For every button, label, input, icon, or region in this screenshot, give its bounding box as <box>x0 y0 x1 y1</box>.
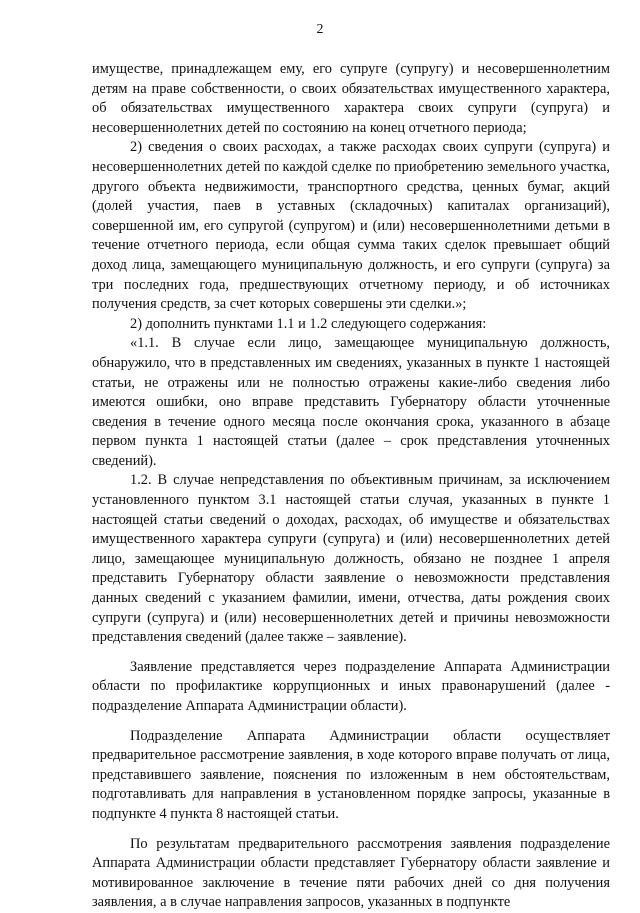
page-number: 2 <box>316 22 324 37</box>
paragraph-clause-1-1: «1.1. В случае если лицо, замещающее муниципальную должность, обнаружило, что в представленных им сведениях, указанных в пункте 1 настоящей статьи, не отражены или не полностью отражены какие-либо сведения либо имеются ошибки, оно вправе представить Губернатору области уточненные сведения в течение одного месяца после окончания срока, указанного в абзаце первом пункта 1 настоящей статьи (далее – срок представления уточненных сведений). <box>92 335 610 469</box>
paragraph-application-submission: Заявление представляется через подразделение Аппарата Администрации области по профилактике коррупционных и иных правонарушений (далее - подразделение Аппарата Администрации области). <box>92 658 610 714</box>
paragraph-preliminary-review: Подразделение Аппарата Администрации области осуществляет предварительное рассмотрение заявления, в ходе которого вправе получать от лица, представившего заявление, пояснения по изложенным в нем обстоятельствам, подготавливать для направления в установленном порядке запросы, указанные в подпункте 4 пункта 8 настоящей статьи. <box>92 727 610 822</box>
paragraph-review-results: По результатам предварительного рассмотрения заявления подразделение Аппарата Администрации области представляет Губернатору области заявление и мотивированное заключение в течение пяти рабочих дней со дня получения заявления, а в случае направления запросов, указанных в подпункте <box>92 835 610 911</box>
paragraph-continuation: имуществе, принадлежащем ему, его супруге (супругу) и несовершеннолетним детям на праве собственности, о своих обязательствах имущественного характера, об обязательствах имущественного характера своих супруги (супруга) и несовершеннолетних детей по состоянию на конец отчетного периода; <box>92 61 610 136</box>
document-body <box>92 60 610 913</box>
paragraph-amendment-2: 2) дополнить пунктами 1.1 и 1.2 следующего содержания: <box>130 315 487 332</box>
paragraph-item-2-expenses: 2) сведения о своих расходах, а также расходах своих супруги (супруга) и несовершеннолетних детей по каждой сделке по приобретению земельного участка, другого объекта недвижимости, транспортного средства, ценных бумаг, акций (долей участия, паев в уставных (складочных) капиталах организаций), совершенной им, его супругой (супругом) и (или) несовершеннолетними детьми в течение отчетного периода, если общая сумма таких сделок превышает общий доход лица, замещающего муниципальную должность, и его супруги (супруга) за три последних года, предшествующих отчетному периоду, и об источниках получения средств, за счет которых совершены эти сделки.»; <box>92 139 610 313</box>
paragraph-clause-1-2: 1.2. В случае непредставления по объективным причинам, за исключением установленного пунктом 3.1 настоящей статьи случая, указанных в пункте 1 настоящей статьи сведений о доходах, расходах, об имуществе и обязательствах имущественного характера супруги (супруга) и (или) несовершеннолетних детей лицо, замещающее муниципальную должность, обязано не позднее 1 апреля представить Губернатору области заявление о невозможности представления данных сведений с указанием фамилии, имени, отчества, даты рождения своих супруги (супруга) и (или) несовершеннолетних детей и причины невозможности представления сведений (далее также – заявление). <box>92 472 610 646</box>
